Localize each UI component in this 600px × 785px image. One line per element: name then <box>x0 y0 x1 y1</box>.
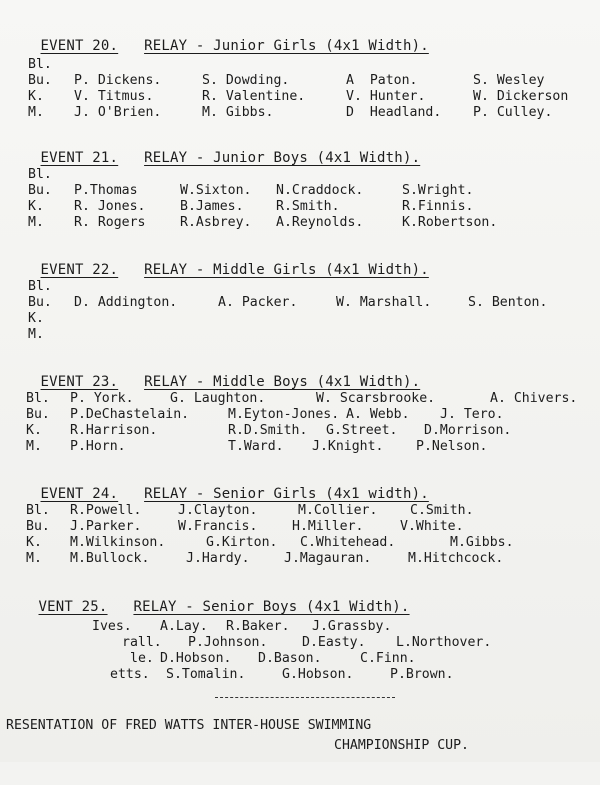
swimmer-name: R. Jones. <box>74 199 146 214</box>
house-row <box>28 294 588 311</box>
house-label: Bu. <box>26 519 50 534</box>
swimmer-name: S.Tomalin. <box>166 667 246 682</box>
swimmer-name: A Paton. <box>346 73 418 88</box>
swimmer-name: M.Wilkinson. <box>70 535 166 550</box>
swimmer-name: J.Knight. <box>312 439 384 454</box>
swimmer-name: V.White. <box>400 519 464 534</box>
swimmer-name: J. O'Brien. <box>74 105 162 120</box>
swimmer-name: J.Grassby. <box>312 619 392 634</box>
swimmer-name: D.Easty. <box>302 635 366 650</box>
house-row <box>28 214 588 231</box>
swimmer-name: L.Northover. <box>396 635 492 650</box>
swimmer-name: W. Scarsbrooke. <box>316 391 436 406</box>
swimmer-name: D Headland. <box>346 105 442 120</box>
swimmer-name: M.Gibbs. <box>450 535 514 550</box>
house-row <box>28 310 588 327</box>
swimmer-name: P.DeChastelain. <box>70 407 190 422</box>
house-row <box>26 502 596 519</box>
swimmer-name: Ives. <box>92 619 132 634</box>
swimmer-name: J.Parker. <box>70 519 142 534</box>
house-label: Bl. <box>28 167 52 182</box>
swimmer-name: H.Miller. <box>292 519 364 534</box>
swimmer-name: S. Benton. <box>468 295 548 310</box>
house-label: M. <box>26 439 42 454</box>
swimmer-name: R.Smith. <box>276 199 340 214</box>
swimmer-name: P.Horn. <box>70 439 126 454</box>
swimmer-name: S. Dowding. <box>202 73 290 88</box>
presentation-line-2: CHAMPIONSHIP CUP. <box>334 738 469 753</box>
event-title: RELAY - Junior Girls (4x1 Width). <box>144 38 429 54</box>
house-row <box>28 326 588 343</box>
swimmer-name: le. <box>130 651 154 666</box>
house-row <box>26 406 596 423</box>
house-row <box>26 550 596 567</box>
swimmer-name: P.Johnson. <box>188 635 268 650</box>
swimmer-name: A.Lay. <box>160 619 208 634</box>
event-number: EVENT 21. <box>40 150 119 166</box>
house-row <box>26 422 596 439</box>
swimmer-name: M.Eyton-Jones. <box>228 407 340 422</box>
swimmer-name: M.Hitchcock. <box>408 551 504 566</box>
swimmer-name: B.James. <box>180 199 244 214</box>
event-number: EVENT 24. <box>40 486 119 502</box>
swimmer-name: W.Francis. <box>178 519 258 534</box>
house-label: M. <box>28 215 44 230</box>
house-label: K. <box>28 199 44 214</box>
swimmer-name: P.Thomas <box>74 183 138 198</box>
swimmer-name: T.Ward. <box>228 439 284 454</box>
swimmer-name: etts. <box>110 667 150 682</box>
swimmer-name: J.Clayton. <box>178 503 258 518</box>
swimmer-name: M.Bullock. <box>70 551 150 566</box>
swimmer-name: J.Magauran. <box>284 551 372 566</box>
event-number: EVENT 22. <box>40 262 119 278</box>
swimmer-name: R. Valentine. <box>202 89 306 104</box>
house-row <box>26 666 596 683</box>
house-row <box>28 166 588 183</box>
dashed-divider <box>215 697 395 698</box>
swimmer-name: V. Titmus. <box>74 89 154 104</box>
swimmer-name: A. Chivers. <box>490 391 578 406</box>
swimmer-name: P. Culley. <box>473 105 553 120</box>
house-label: K. <box>28 311 44 326</box>
swimmer-name: J.Hardy. <box>186 551 250 566</box>
house-row <box>28 198 588 215</box>
house-row <box>28 56 588 73</box>
swimmer-name: P.Nelson. <box>416 439 488 454</box>
swimmer-name: G.Street. <box>326 423 398 438</box>
house-label: Bu. <box>28 295 52 310</box>
swimmer-name: R.Harrison. <box>70 423 158 438</box>
swimmer-name: W.Sixton. <box>180 183 252 198</box>
house-row <box>26 518 596 535</box>
swimmer-name: M. Gibbs. <box>202 105 274 120</box>
swimmer-name: K.Robertson. <box>402 215 498 230</box>
event-number: EVENT 23. <box>40 374 119 390</box>
swimmer-name: R. Rogers <box>74 215 146 230</box>
swimmer-name: W. Dickerson <box>473 89 569 104</box>
house-label: K. <box>26 535 42 550</box>
house-label: Bu. <box>28 73 52 88</box>
house-row <box>26 534 596 551</box>
swimmer-name: D.Hobson. <box>160 651 232 666</box>
swimmer-name: A. Webb. <box>346 407 410 422</box>
event-title: RELAY - Junior Boys (4x1 Width). <box>144 150 421 166</box>
swimmer-name: D. Addington. <box>74 295 178 310</box>
swimmer-name: R.D.Smith. <box>228 423 308 438</box>
house-row <box>26 650 596 667</box>
swimmer-name: C.Finn. <box>360 651 416 666</box>
house-row <box>28 182 588 199</box>
swimmer-name: G. Laughton. <box>170 391 266 406</box>
house-label: Bl. <box>28 279 52 294</box>
swimmer-name: M.Collier. <box>298 503 378 518</box>
house-row <box>26 634 596 651</box>
event-title: RELAY - Middle Boys (4x1 Width). <box>144 374 421 390</box>
swimmer-name: P.Brown. <box>390 667 454 682</box>
swimmer-name: J. Tero. <box>440 407 504 422</box>
house-label: M. <box>26 551 42 566</box>
swimmer-name: R.Finnis. <box>402 199 474 214</box>
swimmer-name: P. York. <box>70 391 134 406</box>
swimmer-name: S.Wright. <box>402 183 474 198</box>
swimmer-name: rall. <box>122 635 162 650</box>
house-label: M. <box>28 327 44 342</box>
swimmer-name: W. Marshall. <box>336 295 432 310</box>
presentation-line-1: RESENTATION OF FRED WATTS INTER-HOUSE SWIMMING <box>6 718 372 733</box>
swimmer-name: R.Asbrey. <box>180 215 252 230</box>
house-label: M. <box>28 105 44 120</box>
swimmer-name: P. Dickens. <box>74 73 162 88</box>
house-row <box>26 438 596 455</box>
house-row <box>28 278 588 295</box>
event-title: RELAY - Senior Boys (4x1 Width). <box>133 599 410 615</box>
house-row <box>26 390 596 407</box>
house-label: Bu. <box>28 183 52 198</box>
house-row <box>28 104 588 121</box>
house-label: Bl. <box>26 391 50 406</box>
swimmer-name: S. Wesley <box>473 73 545 88</box>
swimmer-name: G.Kirton. <box>206 535 278 550</box>
house-label: Bl. <box>28 57 52 72</box>
house-row <box>28 88 588 105</box>
event-number: VENT 25. <box>38 599 108 615</box>
swimmer-name: R.Powell. <box>70 503 142 518</box>
swimmer-name: A. Packer. <box>218 295 298 310</box>
house-label: K. <box>26 423 42 438</box>
swimmer-name: V. Hunter. <box>346 89 426 104</box>
swimmer-name: C.Whitehead. <box>300 535 396 550</box>
swimmer-name: D.Bason. <box>258 651 322 666</box>
house-label: K. <box>28 89 44 104</box>
swimmer-name: R.Baker. <box>226 619 290 634</box>
swimmer-name: D.Morrison. <box>424 423 512 438</box>
swimmer-name: G.Hobson. <box>282 667 354 682</box>
event-number: EVENT 20. <box>40 38 119 54</box>
event-title: RELAY - Middle Girls (4x1 Width). <box>144 262 429 278</box>
swimmer-name: N.Craddock. <box>276 183 364 198</box>
swimmer-name: A.Reynolds. <box>276 215 364 230</box>
house-label: Bl. <box>26 503 50 518</box>
house-row <box>28 72 588 89</box>
house-row <box>26 618 596 635</box>
swimmer-name: C.Smith. <box>410 503 474 518</box>
house-label: Bu. <box>26 407 50 422</box>
event-title: RELAY - Senior Girls (4x1 width). <box>144 486 429 502</box>
